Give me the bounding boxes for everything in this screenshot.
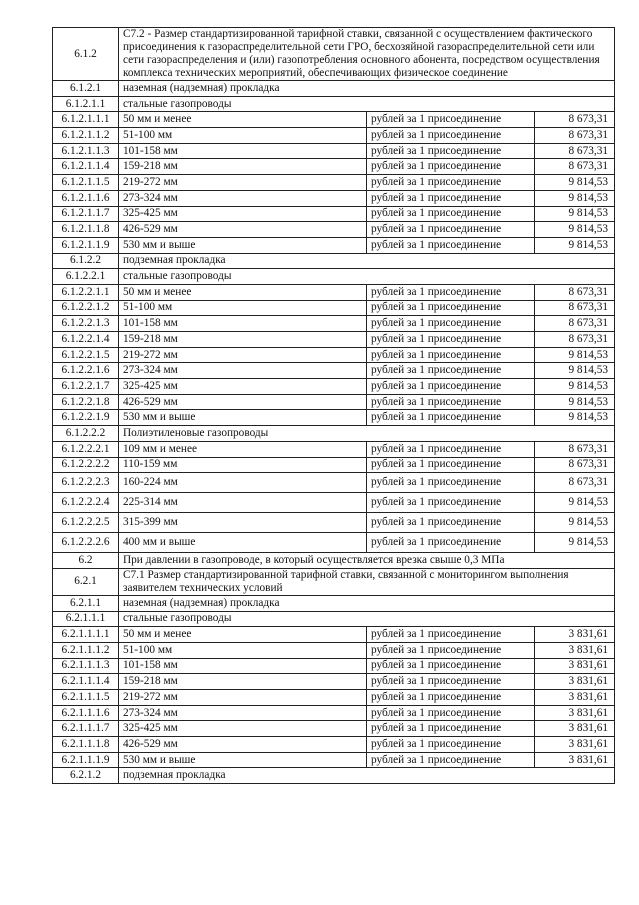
table-row [53, 394, 615, 410]
table-row [53, 222, 615, 238]
row-description: 315-399 мм [119, 513, 367, 533]
unit-label: рублей за 1 присоединение [367, 533, 535, 553]
row-code: 6.1.2.1.1.3 [53, 143, 119, 159]
table-row [53, 493, 615, 513]
unit-label: рублей за 1 присоединение [367, 457, 535, 473]
unit-label: рублей за 1 присоединение [367, 316, 535, 332]
unit-label: рублей за 1 присоединение [367, 627, 535, 643]
unit-label: рублей за 1 присоединение [367, 642, 535, 658]
table-row [53, 513, 615, 533]
row-code: 6.1.2.2.1.8 [53, 394, 119, 410]
rate-value: 9 814,53 [535, 363, 615, 379]
row-description: 225-314 мм [119, 493, 367, 513]
table-row [53, 674, 615, 690]
row-description: С7.1 Размер стандартизированной тарифной ставки, связанной с мониторингом выполнения заявителем технических условий [119, 568, 615, 595]
row-code: 6.1.2.1.1.7 [53, 206, 119, 222]
unit-label: рублей за 1 присоединение [367, 159, 535, 175]
table-row [53, 379, 615, 395]
table-row [53, 363, 615, 379]
row-code: 6.2.1.1.1.1 [53, 627, 119, 643]
row-code: 6.2.1.1.1.8 [53, 737, 119, 753]
rate-value: 8 673,31 [535, 284, 615, 300]
unit-label: рублей за 1 присоединение [367, 300, 535, 316]
rate-value: 8 673,31 [535, 473, 615, 493]
row-code: 6.1.2.2 [53, 253, 119, 269]
row-description: 530 мм и выше [119, 237, 367, 253]
unit-label: рублей за 1 присоединение [367, 332, 535, 348]
row-code: 6.2.1.1.1.5 [53, 690, 119, 706]
rate-value: 3 831,61 [535, 658, 615, 674]
unit-label: рублей за 1 присоединение [367, 441, 535, 457]
table-row [53, 190, 615, 206]
row-description: 51-100 мм [119, 300, 367, 316]
table-row [53, 533, 615, 553]
section-row [53, 253, 615, 269]
unit-label: рублей за 1 присоединение [367, 379, 535, 395]
row-code: 6.2.1.1.1.6 [53, 705, 119, 721]
row-code: 6.2.1.1.1 [53, 611, 119, 627]
row-description: 426-529 мм [119, 394, 367, 410]
row-code: 6.2.1.1.1.4 [53, 674, 119, 690]
table-row [53, 112, 615, 128]
row-code: 6.2.1.1.1.9 [53, 752, 119, 768]
unit-label: рублей за 1 присоединение [367, 128, 535, 144]
unit-label: рублей за 1 присоединение [367, 284, 535, 300]
row-description: 101-158 мм [119, 658, 367, 674]
row-code: 6.1.2.2.2.1 [53, 441, 119, 457]
rate-value: 9 814,53 [535, 410, 615, 426]
row-code: 6.1.2.1.1.2 [53, 128, 119, 144]
section-row [53, 96, 615, 112]
unit-label: рублей за 1 присоединение [367, 347, 535, 363]
table-row [53, 175, 615, 191]
row-description: 325-425 мм [119, 721, 367, 737]
rate-value: 9 814,53 [535, 175, 615, 191]
rate-value: 8 673,31 [535, 332, 615, 348]
table-row [53, 721, 615, 737]
row-code: 6.1.2.1.1 [53, 96, 119, 112]
table-row [53, 705, 615, 721]
unit-label: рублей за 1 присоединение [367, 674, 535, 690]
row-description: наземная (надземная) прокладка [119, 595, 615, 611]
rate-value: 8 673,31 [535, 112, 615, 128]
row-description: 273-324 мм [119, 363, 367, 379]
rate-value: 3 831,61 [535, 752, 615, 768]
rate-value: 3 831,61 [535, 674, 615, 690]
row-description: 219-272 мм [119, 347, 367, 363]
row-description: 159-218 мм [119, 332, 367, 348]
row-code: 6.1.2.2.2.5 [53, 513, 119, 533]
row-code: 6.1.2.2.1.2 [53, 300, 119, 316]
rate-value: 9 814,53 [535, 533, 615, 553]
section-row [53, 81, 615, 97]
row-code: 6.2.1.1.1.3 [53, 658, 119, 674]
rate-value: 8 673,31 [535, 441, 615, 457]
row-code: 6.1.2.2.2.3 [53, 473, 119, 493]
row-description: Полиэтиленовые газопроводы [119, 426, 615, 442]
table-row [53, 737, 615, 753]
unit-label: рублей за 1 присоединение [367, 175, 535, 191]
row-description: 109 мм и менее [119, 441, 367, 457]
table-row [53, 473, 615, 493]
unit-label: рублей за 1 присоединение [367, 513, 535, 533]
rate-value: 9 814,53 [535, 347, 615, 363]
row-description: стальные газопроводы [119, 269, 615, 285]
row-description: стальные газопроводы [119, 96, 615, 112]
row-code: 6.1.2.2.1.4 [53, 332, 119, 348]
table-row [53, 128, 615, 144]
unit-label: рублей за 1 присоединение [367, 473, 535, 493]
table-row [53, 410, 615, 426]
row-description: 400 мм и выше [119, 533, 367, 553]
row-description: 325-425 мм [119, 379, 367, 395]
row-code: 6.1.2.2.2.4 [53, 493, 119, 513]
section-row [53, 553, 615, 569]
unit-label: рублей за 1 присоединение [367, 752, 535, 768]
tariff-table-body [53, 28, 615, 784]
row-code: 6.2.1.2 [53, 768, 119, 784]
unit-label: рублей за 1 присоединение [367, 690, 535, 706]
section-row [53, 595, 615, 611]
row-code: 6.1.2.1.1.9 [53, 237, 119, 253]
table-row [53, 658, 615, 674]
rate-value: 9 814,53 [535, 206, 615, 222]
unit-label: рублей за 1 присоединение [367, 143, 535, 159]
table-row [53, 143, 615, 159]
row-description: 50 мм и менее [119, 284, 367, 300]
section-row [53, 426, 615, 442]
unit-label: рублей за 1 присоединение [367, 721, 535, 737]
row-code: 6.1.2.2.1.1 [53, 284, 119, 300]
row-description: 219-272 мм [119, 175, 367, 191]
row-description: 530 мм и выше [119, 752, 367, 768]
row-description: 325-425 мм [119, 206, 367, 222]
rate-value: 9 814,53 [535, 190, 615, 206]
unit-label: рублей за 1 присоединение [367, 112, 535, 128]
row-description: 219-272 мм [119, 690, 367, 706]
unit-label: рублей за 1 присоединение [367, 363, 535, 379]
rate-value: 3 831,61 [535, 705, 615, 721]
rate-value: 3 831,61 [535, 721, 615, 737]
table-row [53, 237, 615, 253]
row-description: 50 мм и менее [119, 627, 367, 643]
tariff-table [52, 27, 615, 784]
row-description: При давлении в газопроводе, в который осуществляется врезка свыше 0,3 МПа [119, 553, 615, 569]
unit-label: рублей за 1 присоединение [367, 237, 535, 253]
row-description: 50 мм и менее [119, 112, 367, 128]
row-code: 6.2.1.1.1.2 [53, 642, 119, 658]
unit-label: рублей за 1 присоединение [367, 493, 535, 513]
row-code: 6.1.2.1.1.6 [53, 190, 119, 206]
row-code: 6.2.1 [53, 568, 119, 595]
rate-value: 8 673,31 [535, 300, 615, 316]
row-description: подземная прокладка [119, 768, 615, 784]
row-description: 101-158 мм [119, 316, 367, 332]
row-code: 6.1.2.1 [53, 81, 119, 97]
row-code: 6.1.2.2.1.9 [53, 410, 119, 426]
table-row [53, 752, 615, 768]
rate-value: 3 831,61 [535, 642, 615, 658]
table-row [53, 690, 615, 706]
unit-label: рублей за 1 присоединение [367, 190, 535, 206]
section-row [53, 269, 615, 285]
table-row [53, 642, 615, 658]
row-description: 273-324 мм [119, 190, 367, 206]
row-description: 110-159 мм [119, 457, 367, 473]
row-code: 6.2.1.1.1.7 [53, 721, 119, 737]
row-code: 6.2.1.1 [53, 595, 119, 611]
row-code: 6.1.2.1.1.5 [53, 175, 119, 191]
row-code: 6.1.2.1.1.8 [53, 222, 119, 238]
rate-value: 9 814,53 [535, 222, 615, 238]
unit-label: рублей за 1 присоединение [367, 206, 535, 222]
row-code: 6.1.2.2.2.6 [53, 533, 119, 553]
unit-label: рублей за 1 присоединение [367, 705, 535, 721]
section-row [53, 768, 615, 784]
table-row [53, 206, 615, 222]
table-row [53, 347, 615, 363]
rate-header-row [53, 568, 615, 595]
row-description: 51-100 мм [119, 128, 367, 144]
row-code: 6.1.2.1.1.1 [53, 112, 119, 128]
rate-value: 8 673,31 [535, 316, 615, 332]
row-code: 6.2 [53, 553, 119, 569]
row-description: 159-218 мм [119, 159, 367, 175]
table-row [53, 627, 615, 643]
rate-value: 9 814,53 [535, 237, 615, 253]
row-code: 6.1.2.2.2.2 [53, 457, 119, 473]
rate-value: 8 673,31 [535, 159, 615, 175]
row-code: 6.1.2.2.1.3 [53, 316, 119, 332]
rate-value: 3 831,61 [535, 627, 615, 643]
rate-value: 3 831,61 [535, 690, 615, 706]
table-row [53, 300, 615, 316]
row-description: стальные газопроводы [119, 611, 615, 627]
unit-label: рублей за 1 присоединение [367, 737, 535, 753]
row-description: 51-100 мм [119, 642, 367, 658]
unit-label: рублей за 1 присоединение [367, 410, 535, 426]
tariff-page [52, 27, 614, 784]
row-code: 6.1.2.2.1 [53, 269, 119, 285]
row-description: 426-529 мм [119, 222, 367, 238]
row-description: 159-218 мм [119, 674, 367, 690]
row-description: С7.2 - Размер стандартизированной тарифной ставки, связанной с осуществлением фактического присоединения к газораспределительной сети ГРО, бесхозяйной газораспределительной сети или сети газораспределения и (или) газопотребления основного абонента, посредством осуществления комплекса технических мероприятий, обеспечивающих физическое соединение [119, 28, 615, 81]
row-description: 530 мм и выше [119, 410, 367, 426]
row-code: 6.1.2 [53, 28, 119, 81]
rate-value: 9 814,53 [535, 513, 615, 533]
unit-label: рублей за 1 присоединение [367, 394, 535, 410]
unit-label: рублей за 1 присоединение [367, 658, 535, 674]
row-description: 101-158 мм [119, 143, 367, 159]
rate-value: 3 831,61 [535, 737, 615, 753]
rate-value: 9 814,53 [535, 379, 615, 395]
section-row [53, 611, 615, 627]
unit-label: рублей за 1 присоединение [367, 222, 535, 238]
table-row [53, 316, 615, 332]
rate-value: 8 673,31 [535, 128, 615, 144]
row-description: наземная (надземная) прокладка [119, 81, 615, 97]
row-code: 6.1.2.2.1.6 [53, 363, 119, 379]
rate-header-row [53, 28, 615, 81]
table-row [53, 441, 615, 457]
row-description: подземная прокладка [119, 253, 615, 269]
row-description: 273-324 мм [119, 705, 367, 721]
rate-value: 9 814,53 [535, 394, 615, 410]
table-row [53, 332, 615, 348]
table-row [53, 284, 615, 300]
row-code: 6.1.2.2.1.7 [53, 379, 119, 395]
row-code: 6.1.2.1.1.4 [53, 159, 119, 175]
rate-value: 8 673,31 [535, 457, 615, 473]
row-code: 6.1.2.2.1.5 [53, 347, 119, 363]
table-row [53, 457, 615, 473]
rate-value: 8 673,31 [535, 143, 615, 159]
table-row [53, 159, 615, 175]
row-description: 160-224 мм [119, 473, 367, 493]
row-description: 426-529 мм [119, 737, 367, 753]
row-code: 6.1.2.2.2 [53, 426, 119, 442]
rate-value: 9 814,53 [535, 493, 615, 513]
